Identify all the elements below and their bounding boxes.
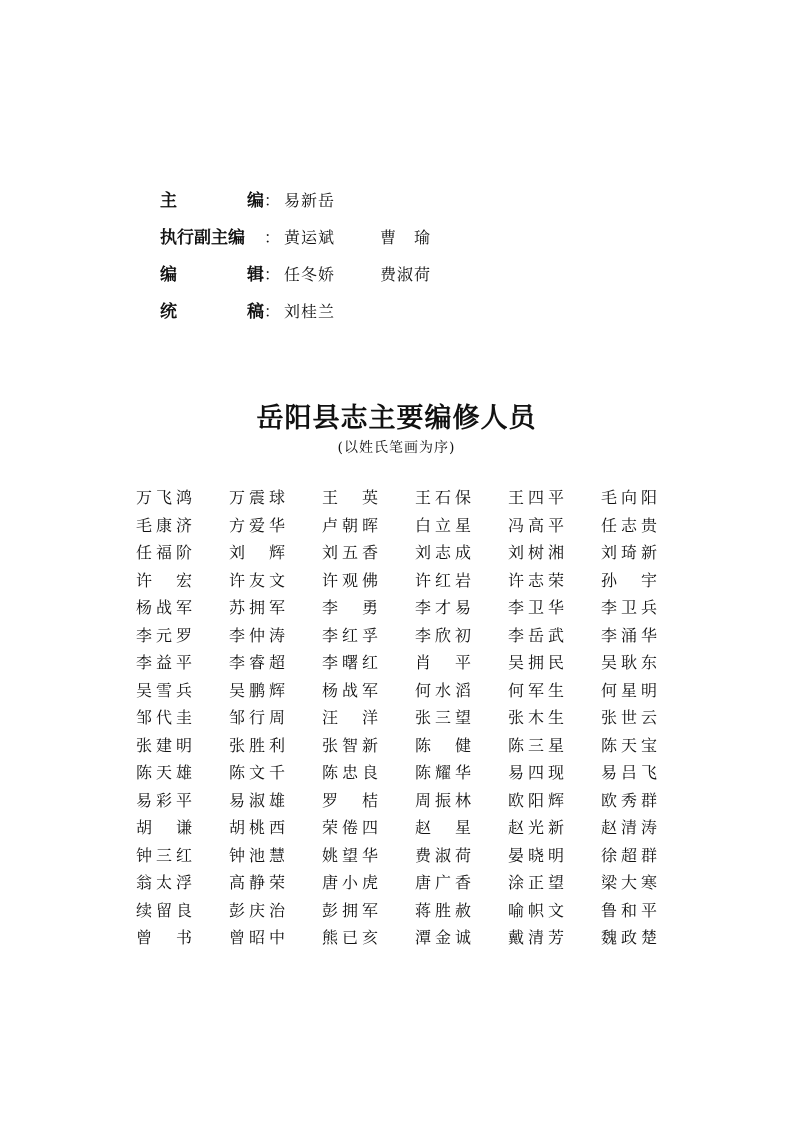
- credit-name: 刘桂兰: [284, 302, 336, 321]
- member-name-grid: [136, 484, 694, 952]
- credit-name: 易新岳: [284, 191, 336, 210]
- credit-role: [160, 297, 264, 322]
- member-name: 陈 忠 良: [322, 763, 378, 782]
- member-name: 李 元 罗: [136, 625, 192, 645]
- credit-name: 费淑荷: [380, 265, 432, 284]
- member-name: 何 水 滔: [415, 680, 471, 700]
- member-name: 姚 望 华: [322, 845, 378, 865]
- member-name: 荣 倦 四: [322, 818, 378, 837]
- member-name: 孙 宇: [601, 570, 657, 590]
- credit-name: 任冬娇: [284, 265, 336, 284]
- member-name: 梁 大 寒: [601, 873, 657, 892]
- member-name: 刘 五 香: [322, 543, 378, 562]
- credit-names: [284, 299, 380, 322]
- member-name: 曾 书: [136, 928, 192, 947]
- member-name: 陈 三 星: [508, 735, 564, 755]
- member-name: 陈 耀 华: [415, 763, 471, 782]
- member-name: 赵 清 涛: [601, 818, 657, 837]
- member-name: 高 静 荣: [229, 873, 285, 892]
- member-name: 何 军 生: [508, 680, 564, 700]
- member-name: 欧 秀 群: [601, 790, 657, 810]
- member-name: 张 三 望: [415, 708, 471, 727]
- member-name: 彭 庆 治: [229, 900, 285, 920]
- member-name: 王 英: [322, 488, 378, 507]
- member-name: 钟 三 红: [136, 845, 192, 865]
- member-name: 李 仲 涛: [229, 625, 285, 645]
- member-name: 刘 志 成: [415, 543, 471, 562]
- member-name: 许 观 佛: [322, 570, 378, 590]
- member-name: 张 木 生: [508, 708, 564, 727]
- member-name: 王 石 保: [415, 488, 471, 507]
- credit-colon: ：: [264, 302, 281, 321]
- member-name: 陈 天 雄: [136, 763, 192, 782]
- member-name: 熊 已 亥: [322, 928, 378, 947]
- member-name: 李 才 易: [415, 598, 471, 617]
- member-name: 张 胜 利: [229, 735, 285, 755]
- member-name: 胡 谦: [136, 818, 192, 837]
- member-name: 徐 超 群: [601, 845, 657, 865]
- member-name: 潭 金 诚: [415, 928, 471, 947]
- credit-role-text: 稿: [247, 302, 264, 322]
- member-name: 任 志 贵: [601, 515, 657, 535]
- member-name: 陈 天 宝: [601, 735, 657, 755]
- member-name: 李 睿 超: [229, 653, 285, 672]
- member-name: 李 涌 华: [601, 625, 657, 645]
- member-name: 李 勇: [322, 598, 378, 617]
- member-name: 刘 琦 新: [601, 543, 657, 562]
- credit-names: [284, 188, 380, 211]
- member-name: 杨 战 军: [136, 598, 192, 617]
- member-name: 苏 拥 军: [229, 598, 285, 617]
- member-name: 吴 耿 东: [601, 653, 657, 672]
- member-name: 钟 池 慧: [229, 845, 285, 865]
- member-name: 万 震 球: [229, 488, 285, 507]
- section-title: 岳阳县志主要编修人员: [256, 403, 537, 434]
- credit-role-text: 编: [247, 191, 264, 211]
- member-name: 毛 康 济: [136, 515, 192, 535]
- member-name: 吴 雪 兵: [136, 680, 192, 700]
- credit-row: [160, 260, 476, 297]
- member-name: 李 卫 兵: [601, 598, 657, 617]
- member-name: 晏 晓 明: [508, 845, 564, 865]
- member-name: 唐 广 香: [415, 873, 471, 892]
- member-name: 许 志 荣: [508, 570, 564, 590]
- member-name: 鲁 和 平: [601, 900, 657, 920]
- credit-colon: ：: [264, 191, 281, 210]
- member-name: 毛 向 阳: [601, 488, 657, 507]
- member-name: 陈 健: [415, 735, 471, 755]
- member-name: 曾 昭 中: [229, 928, 285, 947]
- member-name: 邹 代 圭: [136, 708, 192, 727]
- member-name: 许 宏: [136, 570, 192, 590]
- member-name: 易 彩 平: [136, 790, 192, 810]
- member-name: 唐 小 虎: [322, 873, 378, 892]
- section-subtitle: (以姓氏笔画为序): [337, 440, 456, 456]
- member-name: 张 世 云: [601, 708, 657, 727]
- member-name: 邹 行 周: [229, 708, 285, 727]
- credit-role-text: 编: [160, 265, 177, 285]
- member-name: 刘 树 湘: [508, 543, 564, 562]
- member-name: 李 欣 初: [415, 625, 471, 645]
- credit-role-text: 主: [160, 191, 177, 211]
- member-name: 赵 星: [415, 818, 471, 837]
- editorial-credits: [160, 186, 476, 334]
- member-name: 刘 辉: [229, 543, 285, 562]
- member-name: 周 振 林: [415, 790, 471, 810]
- credit-colon: ：: [264, 228, 281, 247]
- member-name: 方 爱 华: [229, 515, 285, 535]
- credit-row: [160, 223, 476, 260]
- member-name: 万 飞 鸿: [136, 488, 192, 507]
- member-name: 汪 洋: [322, 708, 378, 727]
- member-name: 任 福 阶: [136, 543, 192, 562]
- member-name: 张 建 明: [136, 735, 192, 755]
- member-name: 赵 光 新: [508, 818, 564, 837]
- credit-role: [160, 186, 264, 211]
- member-name: 王 四 平: [508, 488, 564, 507]
- member-name: 翁 太 浮: [136, 873, 192, 892]
- credit-row: [160, 297, 476, 334]
- member-name: 冯 高 平: [508, 515, 564, 535]
- member-name: 何 星 明: [601, 680, 657, 700]
- member-name: 易 四 现: [508, 763, 564, 782]
- credit-role: [160, 223, 264, 248]
- member-name: 易 吕 飞: [601, 763, 657, 782]
- member-name: 李 曙 红: [322, 653, 378, 672]
- member-name: 戴 清 芳: [508, 928, 564, 947]
- member-name: 彭 拥 军: [322, 900, 378, 920]
- member-name: 许 友 文: [229, 570, 285, 590]
- member-name: 蒋 胜 赦: [415, 900, 471, 920]
- member-name: 白 立 星: [415, 515, 471, 535]
- credit-role-text: 统: [160, 302, 177, 322]
- member-name: 吴 拥 民: [508, 653, 564, 672]
- member-name: 李 卫 华: [508, 598, 564, 617]
- member-name: 续 留 良: [136, 900, 192, 920]
- member-name: 费 淑 荷: [415, 845, 471, 865]
- member-name: 喻 帜 文: [508, 900, 564, 920]
- member-name: 易 淑 雄: [229, 790, 285, 810]
- credit-role: [160, 260, 264, 285]
- credit-names: [284, 225, 476, 248]
- member-name: 欧 阳 辉: [508, 790, 564, 810]
- member-name: 许 红 岩: [415, 570, 471, 590]
- credit-role-text: 执行副主编: [160, 228, 245, 248]
- member-name: 杨 战 军: [322, 680, 378, 700]
- member-name: 李 益 平: [136, 653, 192, 672]
- credit-name: 曹 瑜: [380, 228, 432, 247]
- member-name: 胡 桃 西: [229, 818, 285, 837]
- credit-row: [160, 186, 476, 223]
- member-name: 卢 朝 晖: [322, 515, 378, 535]
- member-name: 李 岳 武: [508, 625, 564, 645]
- member-name: 李 红 孚: [322, 625, 378, 645]
- member-name: 肖 平: [415, 653, 471, 672]
- credit-names: [284, 262, 476, 285]
- member-name: 罗 桔: [322, 790, 378, 810]
- member-name: 魏 政 楚: [601, 928, 657, 947]
- member-name: 张 智 新: [322, 735, 378, 755]
- credit-name: 黄运斌: [284, 228, 336, 247]
- member-name: 吴 鹏 辉: [229, 680, 285, 700]
- credit-colon: ：: [264, 265, 281, 284]
- credit-role-text: 辑: [247, 265, 264, 285]
- member-name: 涂 正 望: [508, 873, 564, 892]
- member-name: 陈 文 千: [229, 763, 285, 782]
